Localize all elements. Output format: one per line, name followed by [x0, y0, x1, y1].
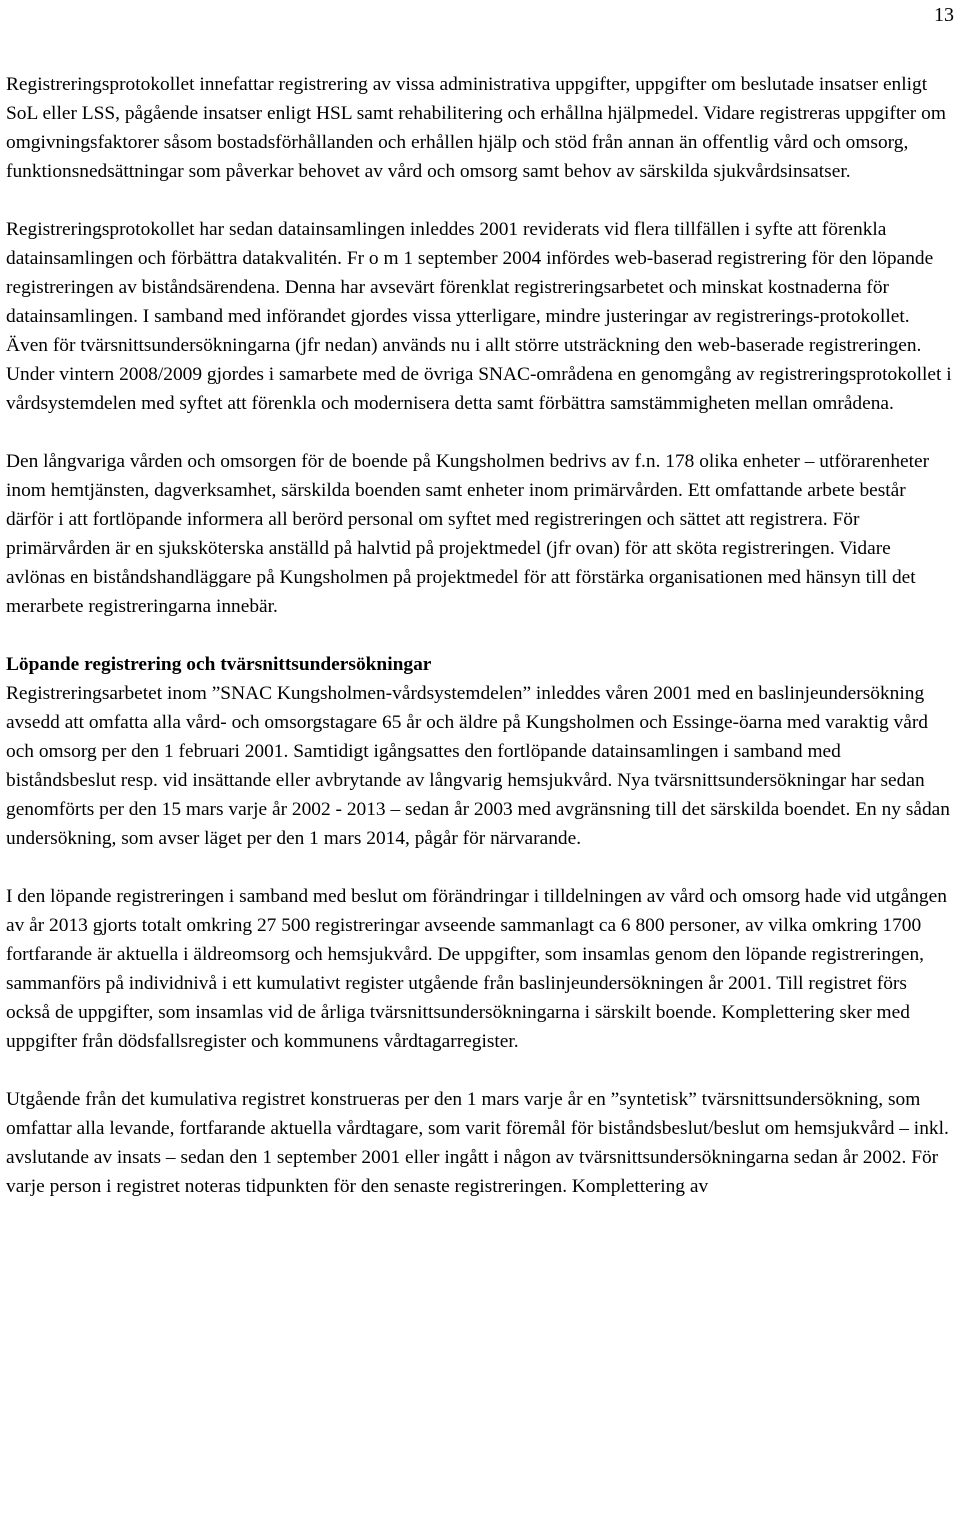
- paragraph-registration-work: Registreringsarbetet inom ”SNAC Kungsholmen-vårdsystemdelen” inleddes våren 2001 med en baslinjeundersökning avsedd att omfatta alla vård- och omsorgstagare 65 år och äldre på Kungsholmen och Essinge-öarna med varaktig vård och omsorg per den 1 februari 2001. Samtidigt igångsattes den fortlöpande datainsamlingen i samband med biståndsbeslut resp. vid insättande eller avbrytande av långvarig hemsjukvård. Nya tvärsnittsundersökningar har sedan genomförts per den 15 mars varje år 2002 - 2013 – sedan år 2003 med avgränsning till det särskilda boendet. En ny sådan undersökning, som avser läget per den 1 mars 2014, pågår för närvarande.: [6, 683, 950, 849]
- paragraph-cumulative-register: Utgående från det kumulativa registret konstrueras per den 1 mars varje år en ”syntetisk” tvärsnittsundersökning, som omfattar alla levande, fortfarande aktuella vårdtagare, som varit föremål för biståndsbeslut/beslut om hemsjukvård – inkl. avslutande av insats – sedan den 1 september 2001 eller ingått i någon av tvärsnittsundersökningarna sedan år 2002. För varje person i registret noteras tidpunkten för den senaste registreringen. Komplettering av: [6, 1089, 949, 1197]
- paragraph-protocol-revisions: Registreringsprotokollet har sedan datainsamlingen inleddes 2001 reviderats vid flera tillfällen i syfte att förenkla datainsamlingen och förbättra datakvalitén. Fr o m 1 september 2004 infördes web-baserad registrering för den löpande registreringen av biståndsärendena. Denna har avsevärt förenklat registreringsarbetet och minskat kostnaderna för datainsamlingen. I samband med införandet gjordes vissa ytterligare, mindre justeringar av registrerings-protokollet. Även för tvärsnittsundersökningarna (jfr nedan) används nu i allt större utsträckning den web-baserade registreringen. Under vintern 2008/2009 gjordes i samarbete med de övriga SNAC-områdena en genomgång av registreringsprotokollet i vårdsystemdelen med syftet att förenkla och modernisera detta samt förbättra samstämmigheten mellan områdena.: [6, 219, 952, 414]
- paragraph-ongoing-registration: I den löpande registreringen i samband med beslut om förändringar i tilldelningen av vård och omsorg hade vid utgången av år 2013 gjorts totalt omkring 27 500 registreringar avseende sammanlagt ca 6 800 personer, av vilka omkring 1700 fortfarande är aktuella i äldreomsorg och hemsjukvård. De uppgifter, som insamlas genom den löpande registreringen, sammanförs på individnivå i ett kumulativt register utgående från baslinjeundersökningen år 2001. Till registret förs också de uppgifter, som insamlas vid de årliga tvärsnittsundersökningarna i särskilt boende. Komplettering sker med uppgifter från dödsfallsregister och kommunens vårdtagarregister.: [6, 886, 947, 1052]
- paragraph-care-units: Den långvariga vården och omsorgen för de boende på Kungsholmen bedrivs av f.n. 178 olika enheter – utförarenheter inom hemtjänsten, dagverksamhet, särskilda boenden samt enheter inom primärvården. Ett omfattande arbete består därför i att fortlöpande informera all berörd personal om syftet med registreringen och sättet att registrera. För primärvården är en sjuksköterska anställd på halvtid på projektmedel (jfr ovan) för att sköta registreringen. Vidare avlönas en biståndshandläggare på Kungsholmen på projektmedel för att förstärka organisationen med hänsyn till det merarbete registreringarna innebär.: [6, 451, 930, 617]
- section-heading: Löpande registrering och tvärsnittsundersökningar: [6, 654, 432, 675]
- page-number: 13: [934, 4, 954, 26]
- paragraph-registration-protocol: Registreringsprotokollet innefattar registrering av vissa administrativa uppgifter, uppgifter om beslutade insatser enligt SoL eller LSS, pågående insatser enligt HSL samt rehabilitering och erhållna hjälpmedel. Vidare registreras uppgifter om omgivningsfaktorer såsom bostadsförhållanden och erhållen hjälp och stöd från annan än offentlig vård och omsorg, funktionsnedsättningar som påverkar behovet av vård och omsorg samt behov av särskilda sjukvårdsinsatser.: [6, 74, 946, 182]
- document-body: [6, 70, 954, 1201]
